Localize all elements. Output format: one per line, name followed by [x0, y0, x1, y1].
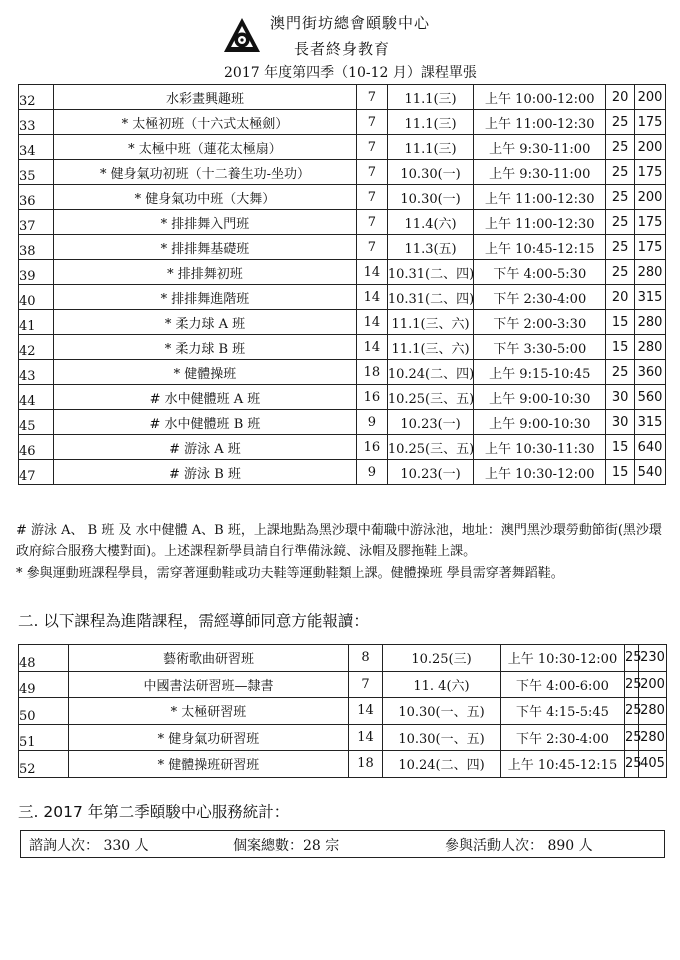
sports-shoes-note: * 參與運動班課程學員，需穿著運動鞋或功夫鞋等運動鞋類上課。健體操班 學員需穿著舞蹈鞋。	[16, 566, 564, 581]
course-number: 48	[19, 645, 69, 672]
course-fee: 175	[635, 110, 666, 135]
advanced-course-table	[18, 644, 667, 778]
course-name: * 健身氣功初班（十二養生功-坐功）	[54, 160, 357, 185]
course-fee: 200	[639, 671, 667, 698]
course-name: # 水中健體班 A 班	[54, 385, 357, 410]
course-row	[19, 460, 666, 485]
course-sessions: 14	[356, 310, 387, 335]
course-name: * 排排舞基礎班	[54, 235, 357, 260]
course-fee: 540	[635, 460, 666, 485]
course-class-size: 25	[606, 235, 635, 260]
course-row	[19, 724, 667, 751]
course-sessions: 18	[349, 751, 383, 778]
course-sessions: 7	[356, 110, 387, 135]
course-fee: 280	[639, 698, 667, 725]
course-sessions: 7	[356, 160, 387, 185]
course-number: 34	[19, 135, 54, 160]
course-row	[19, 698, 667, 725]
course-number: 38	[19, 235, 54, 260]
course-class-size: 25	[606, 160, 635, 185]
course-start-date: 11.1(三)	[387, 110, 474, 135]
course-time: 上午 10:45-12:15	[501, 751, 625, 778]
course-class-size: 25	[606, 110, 635, 135]
course-start-date: 10.30(一、五)	[383, 698, 501, 725]
course-name: # 游泳 B 班	[54, 460, 357, 485]
course-class-size: 20	[606, 285, 635, 310]
course-class-size: 25	[625, 751, 639, 778]
course-name: * 健身氣功中班（大舞）	[54, 185, 357, 210]
course-number: 47	[19, 460, 54, 485]
course-start-date: 10.24(二、四)	[387, 360, 474, 385]
course-sessions: 14	[356, 335, 387, 360]
course-fee: 200	[635, 135, 666, 160]
course-time: 上午 9:00-10:30	[474, 410, 606, 435]
course-start-date: 10.24(二、四)	[383, 751, 501, 778]
course-name: # 水中健體班 B 班	[54, 410, 357, 435]
course-number: 37	[19, 210, 54, 235]
statistics-box	[20, 830, 665, 858]
course-fee: 360	[635, 360, 666, 385]
course-row	[19, 260, 666, 285]
course-class-size: 25	[625, 724, 639, 751]
course-fee: 640	[635, 435, 666, 460]
page-header	[0, 0, 680, 82]
course-start-date: 11.3(五)	[387, 235, 474, 260]
course-name: # 游泳 A 班	[54, 435, 357, 460]
course-number: 41	[19, 310, 54, 335]
course-time: 下午 3:30-5:00	[474, 335, 606, 360]
course-fee: 280	[635, 310, 666, 335]
course-name: * 排排舞入門班	[54, 210, 357, 235]
course-number: 52	[19, 751, 69, 778]
organization-name: 澳門街坊總會頤駿中心	[270, 14, 431, 32]
course-fee: 175	[635, 235, 666, 260]
course-start-date: 11.1(三)	[387, 135, 474, 160]
course-start-date: 10.30(一)	[387, 160, 474, 185]
course-number: 43	[19, 360, 54, 385]
course-start-date: 10.30(一、五)	[383, 724, 501, 751]
program-subtitle: 長者終身教育	[294, 40, 391, 58]
course-class-size: 15	[606, 435, 635, 460]
course-name: * 健體操班研習班	[69, 751, 349, 778]
course-fee: 200	[635, 85, 666, 110]
course-number: 49	[19, 671, 69, 698]
course-row	[19, 85, 666, 110]
course-table	[18, 84, 666, 485]
course-row	[19, 335, 666, 360]
course-row	[19, 645, 667, 672]
course-name: * 柔力球 B 班	[54, 335, 357, 360]
course-row	[19, 751, 667, 778]
course-time: 上午 10:30-11:30	[474, 435, 606, 460]
course-start-date: 11.1(三、六)	[387, 335, 474, 360]
course-fee: 405	[639, 751, 667, 778]
course-time: 上午 10:45-12:15	[474, 235, 606, 260]
course-start-date: 11.1(三、六)	[387, 310, 474, 335]
course-row	[19, 671, 667, 698]
course-time: 上午 9:30-11:00	[474, 160, 606, 185]
course-time: 下午 4:00-5:30	[474, 260, 606, 285]
course-row	[19, 360, 666, 385]
course-name: * 太極中班（蓮花太極扇）	[54, 135, 357, 160]
course-sessions: 7	[356, 135, 387, 160]
course-class-size: 25	[606, 135, 635, 160]
participant-count: 參與活動人次： 890 人	[445, 838, 593, 854]
course-sessions: 18	[356, 360, 387, 385]
statistics-heading: 三. 2017 年第二季頤駿中心服務統計：	[18, 803, 290, 821]
course-start-date: 11.1(三)	[387, 85, 474, 110]
course-name: 中國書法研習班—隸書	[69, 671, 349, 698]
course-time: 下午 2:00-3:30	[474, 310, 606, 335]
course-row	[19, 235, 666, 260]
course-number: 33	[19, 110, 54, 135]
course-name: * 排排舞初班	[54, 260, 357, 285]
course-name: * 太極研習班	[69, 698, 349, 725]
case-total: 個案總數：28 宗	[233, 838, 340, 854]
course-time: 上午 11:00-12:30	[474, 185, 606, 210]
course-time: 下午 2:30-4:00	[501, 724, 625, 751]
course-number: 42	[19, 335, 54, 360]
course-sessions: 8	[349, 645, 383, 672]
course-fee: 280	[639, 724, 667, 751]
course-sessions: 16	[356, 385, 387, 410]
course-name: 藝術歌曲研習班	[69, 645, 349, 672]
course-fee: 280	[635, 335, 666, 360]
course-start-date: 11.4(六)	[387, 210, 474, 235]
course-time: 下午 2:30-4:00	[474, 285, 606, 310]
course-fee: 560	[635, 385, 666, 410]
course-class-size: 25	[625, 698, 639, 725]
enquiries-count: 諮詢人次： 330 人	[29, 838, 149, 854]
course-class-size: 25	[606, 210, 635, 235]
course-row	[19, 210, 666, 235]
course-number: 50	[19, 698, 69, 725]
course-class-size: 15	[606, 460, 635, 485]
course-number: 40	[19, 285, 54, 310]
course-class-size: 30	[606, 385, 635, 410]
course-class-size: 30	[606, 410, 635, 435]
course-number: 39	[19, 260, 54, 285]
course-time: 上午 10:30-12:00	[474, 460, 606, 485]
course-row	[19, 385, 666, 410]
course-class-size: 25	[606, 260, 635, 285]
course-number: 51	[19, 724, 69, 751]
course-start-date: 10.25(三)	[383, 645, 501, 672]
swimming-note: # 游泳 A、 B 班 及 水中健體 A、B 班，上課地點為黑沙環中葡職中游泳池，地址：澳門黑沙環勞動節街(黑沙環政府綜合服務大樓對面)。上述課程新學員請自行準備泳鏡、泳帽及膠拖鞋上課。	[16, 523, 662, 559]
course-sessions: 7	[356, 210, 387, 235]
course-start-date: 10.23(一)	[387, 460, 474, 485]
course-start-date: 10.31(二、四)	[387, 260, 474, 285]
course-number: 36	[19, 185, 54, 210]
course-number: 44	[19, 385, 54, 410]
course-time: 上午 10:30-12:00	[501, 645, 625, 672]
course-name: * 健體操班	[54, 360, 357, 385]
course-time: 上午 11:00-12:30	[474, 210, 606, 235]
course-sessions: 9	[356, 460, 387, 485]
course-sessions: 7	[356, 85, 387, 110]
course-time: 上午 11:00-12:30	[474, 110, 606, 135]
course-time: 下午 4:15-5:45	[501, 698, 625, 725]
course-number: 35	[19, 160, 54, 185]
course-sessions: 7	[349, 671, 383, 698]
course-class-size: 25	[625, 671, 639, 698]
course-start-date: 10.25(三、五)	[387, 435, 474, 460]
course-name: 水彩畫興趣班	[54, 85, 357, 110]
course-sessions: 7	[356, 185, 387, 210]
course-start-date: 10.23(一)	[387, 410, 474, 435]
course-number: 32	[19, 85, 54, 110]
course-start-date: 11. 4(六)	[383, 671, 501, 698]
course-time: 上午 9:30-11:00	[474, 135, 606, 160]
course-row	[19, 110, 666, 135]
course-start-date: 10.25(三、五)	[387, 385, 474, 410]
course-time: 上午 9:00-10:30	[474, 385, 606, 410]
course-row	[19, 435, 666, 460]
course-sessions: 14	[349, 724, 383, 751]
association-logo-icon	[222, 16, 262, 56]
course-row	[19, 410, 666, 435]
course-sessions: 16	[356, 435, 387, 460]
course-name: * 排排舞進階班	[54, 285, 357, 310]
course-sessions: 9	[356, 410, 387, 435]
course-class-size: 25	[606, 360, 635, 385]
course-sessions: 14	[356, 260, 387, 285]
course-fee: 280	[635, 260, 666, 285]
course-class-size: 25	[625, 645, 639, 672]
course-row	[19, 185, 666, 210]
course-number: 46	[19, 435, 54, 460]
course-class-size: 15	[606, 310, 635, 335]
course-fee: 315	[635, 285, 666, 310]
course-class-size: 15	[606, 335, 635, 360]
course-class-size: 20	[606, 85, 635, 110]
course-time: 上午 9:15-10:45	[474, 360, 606, 385]
course-number: 45	[19, 410, 54, 435]
leaflet-title: 2017 年度第四季（10-12 月）課程單張	[224, 65, 477, 81]
course-row	[19, 285, 666, 310]
course-fee: 175	[635, 160, 666, 185]
course-start-date: 10.30(一)	[387, 185, 474, 210]
course-start-date: 10.31(二、四)	[387, 285, 474, 310]
course-name: * 健身氣功研習班	[69, 724, 349, 751]
course-fee: 315	[635, 410, 666, 435]
course-name: * 柔力球 A 班	[54, 310, 357, 335]
course-row	[19, 135, 666, 160]
course-name: * 太極初班（十六式太極劍）	[54, 110, 357, 135]
course-row	[19, 160, 666, 185]
course-row	[19, 310, 666, 335]
course-sessions: 7	[356, 235, 387, 260]
course-sessions: 14	[356, 285, 387, 310]
advanced-courses-heading: 二. 以下課程為進階課程，需經導師同意方能報讀：	[18, 612, 369, 630]
course-time: 上午 10:00-12:00	[474, 85, 606, 110]
course-fee: 200	[635, 185, 666, 210]
course-fee: 175	[635, 210, 666, 235]
course-time: 下午 4:00-6:00	[501, 671, 625, 698]
course-sessions: 14	[349, 698, 383, 725]
course-class-size: 25	[606, 185, 635, 210]
course-fee: 230	[639, 645, 667, 672]
